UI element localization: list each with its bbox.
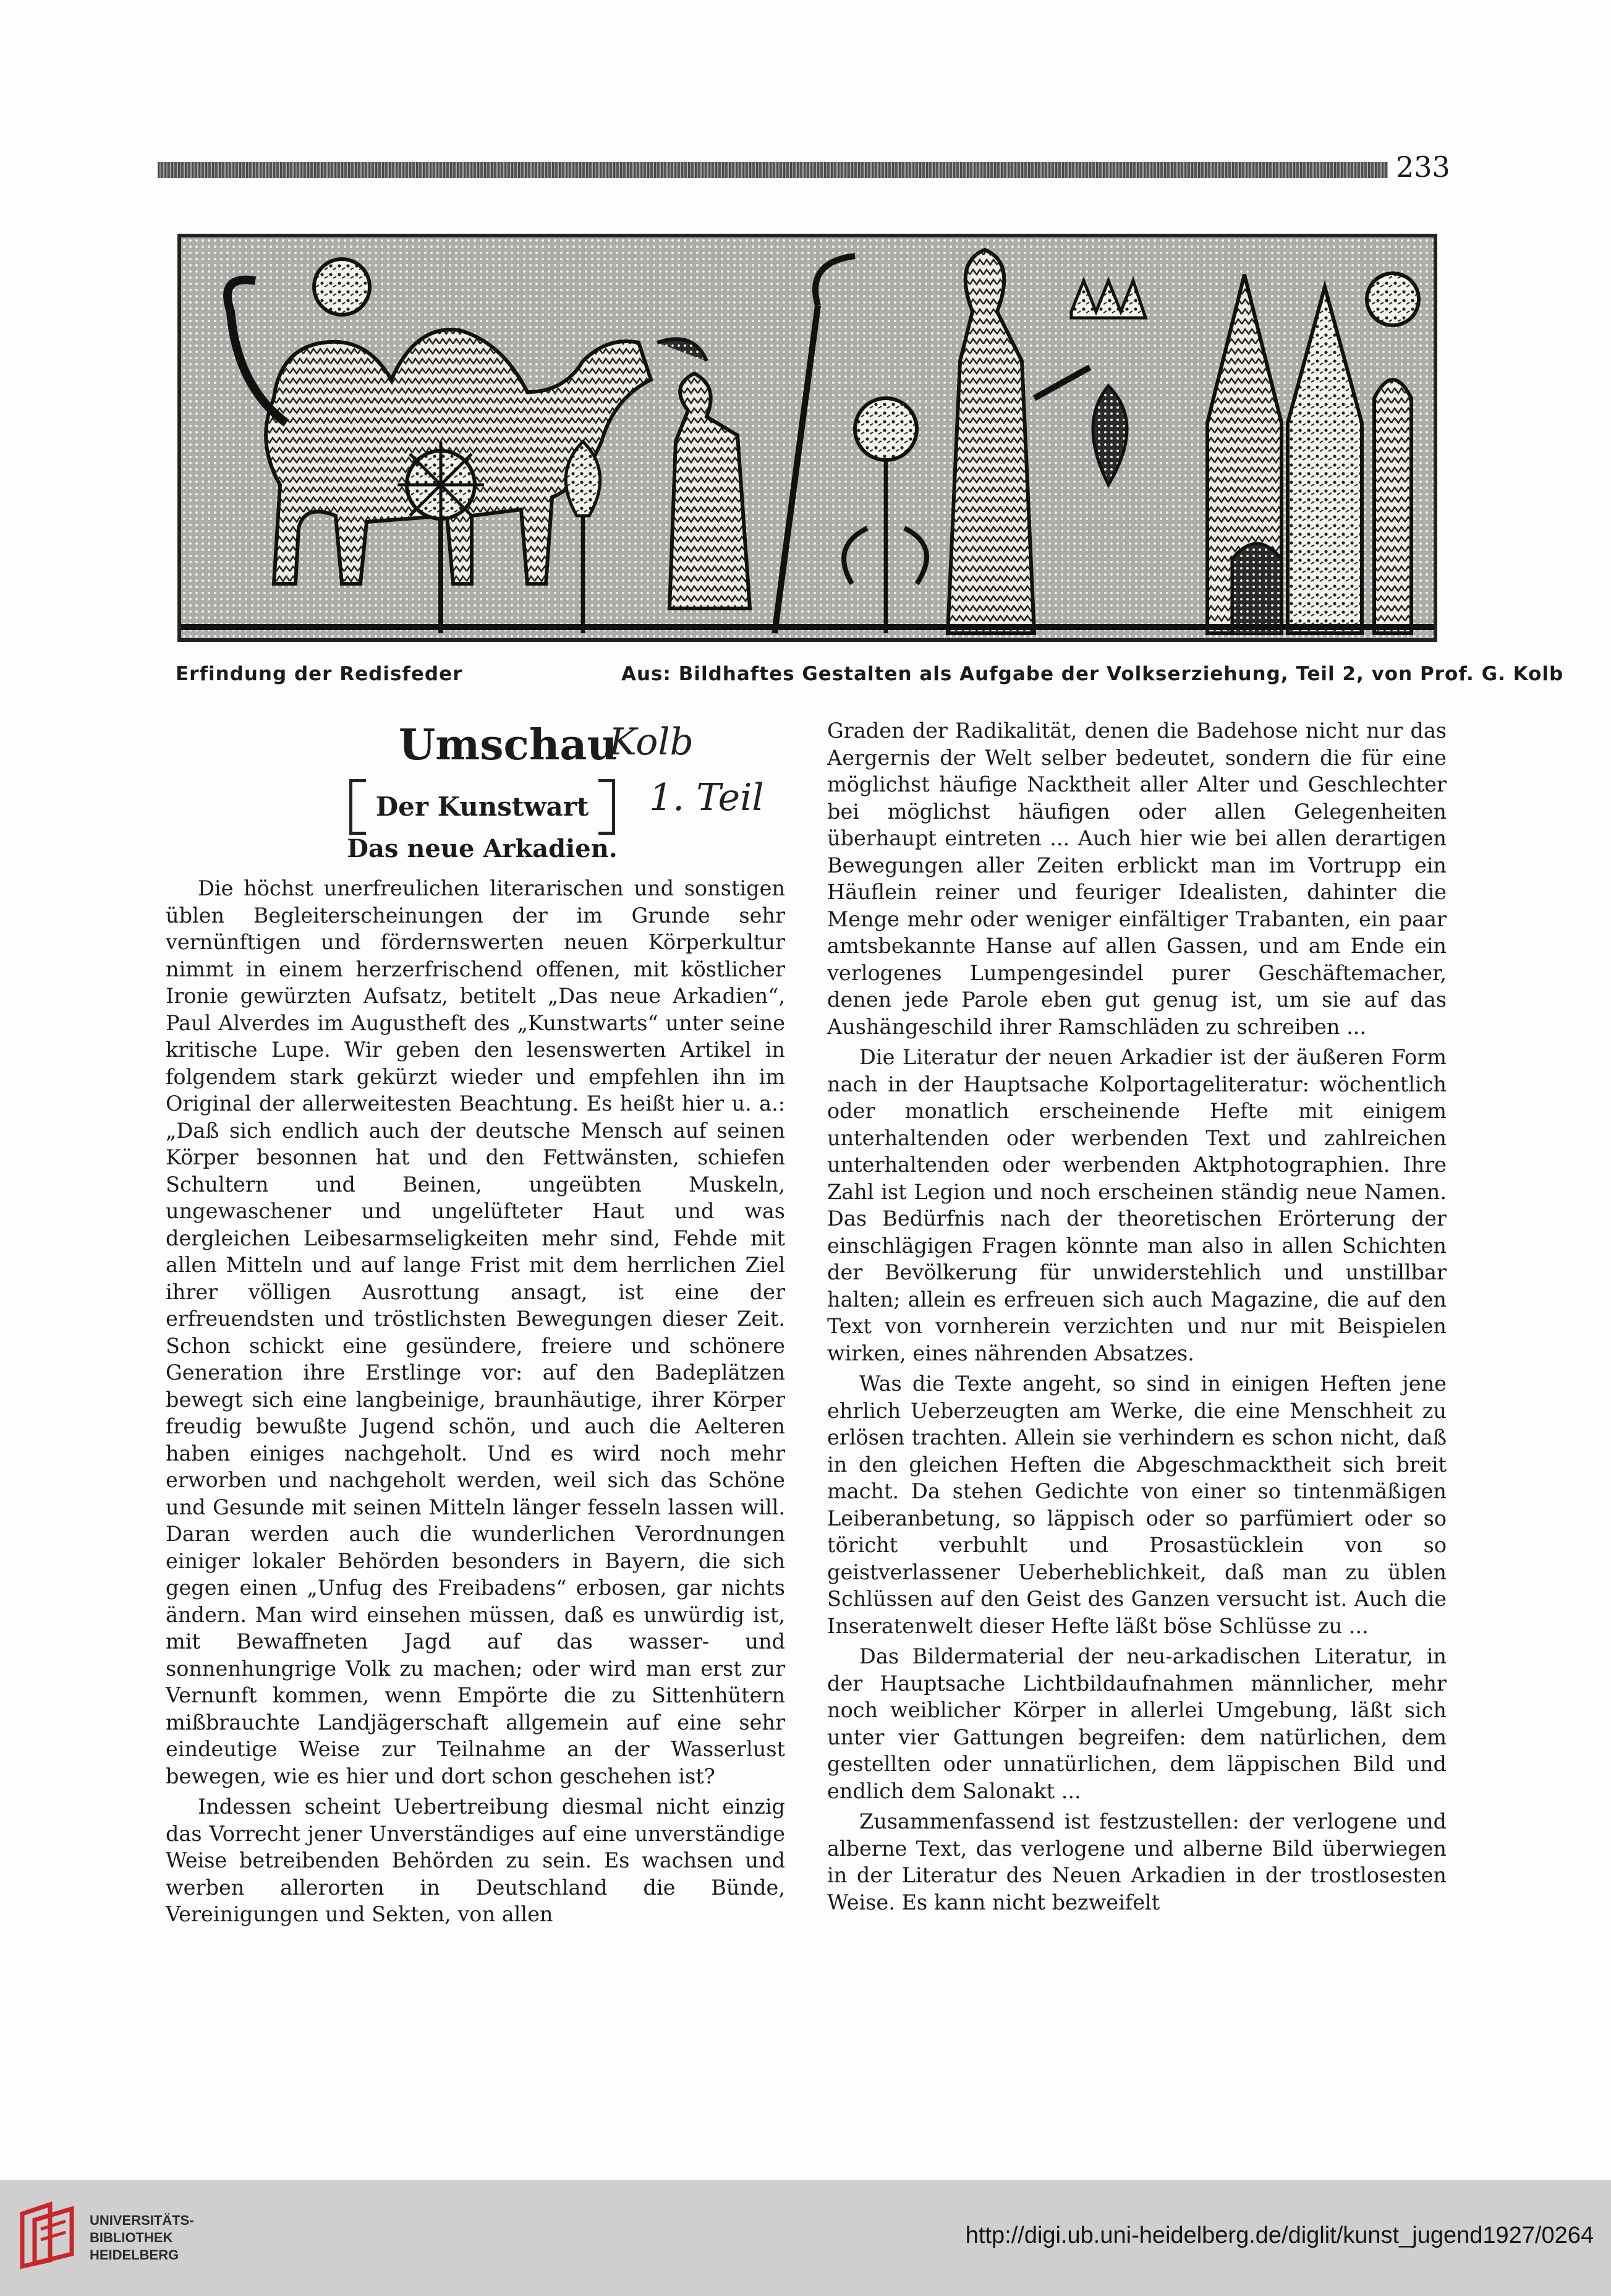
handwritten-bracket — [349, 779, 615, 835]
library-logo-icon[interactable] — [16, 2201, 78, 2269]
library-name[interactable] — [90, 2212, 250, 2268]
figure-caption-right: Aus: Bildhaftes Gestalten als Aufgabe der Volkserziehung, Teil 2, von Prof. G. Kolb — [621, 663, 1564, 685]
header-rule — [158, 162, 1388, 178]
paragraph: Die höchst unerfreulichen literarischen und sonstigen üblen Begleiterscheinungen der im Grunde sehr vernünftigen und fördernswerten neuen Körperkultur nimmt in einem herzerfrischend offenen, mit köstlicher Ironie gewürzten Aufsatz, betitelt „Das neue Arkadien“, Paul Alverdes im Augustheft des „Kunstwarts“ unter seine kritische Lupe. Wir geben den lesenswerten Artikel in folgendem stark gekürzt wieder und empfehlen ihn im Original der allerweitesten Beachtung. Es heißt hier u. a.: „Daß sich endlich auch der deutsche Mensch auf seinen Körper besonnen hat und den Fettwänsten, schiefen Schultern und Beinen, ungeübten Muskeln, ungewaschener und ungelüfteter Haut und was dergleichen Leibesarmseligkeiten mehr sind, Fehde mit allen Mitteln und auf lange Frist mit dem herrlichen Ziel ihrer völligen Ausrottung ansagt, ist eine der erfreuendsten und tröstlichsten Bewegungen dieser Zeit. Schon schickt eine gesündere, freiere und schönere Generation ihre Erstlinge vor: auf den Badeplätzen bewegt sich eine langbeinige, braunhäutige, ihrer Körper freudig bewußte Jugend schön, und auch die Aelteren haben einiges nachgeholt. Und es wird noch mehr erworben und nachgeholt werden, weil sich das Schöne und Gesunde mit seinen Mitteln länger fesseln lassen will. Daran werden auch die wunderlichen Verordnungen einiger lokaler Behörden besonders in Bayern, die sich gegen einen „Unfug des Freibadens“ erbosen, gar nichts ändern. Man wird einsehen müssen, daß es unwürdig ist, mit Bewaffneten Jagd auf das wasser- und sonnenhungrige Volk zu machen; oder wird man erst zur Vernunft kommen, wenn Empörte die zu Sittenhütern mißbrauchte Landjägerschaft allgemein auf eine sehr eindeutige Weise zur Teilnahme an der Wasserlust bewegen, wie es hier und dort schon geschehen ist? — [166, 876, 785, 1788]
woodcut-illustration — [177, 234, 1437, 642]
camel-ornament — [314, 259, 370, 315]
section-title: Umschau — [399, 720, 618, 770]
subtitle: Der Kunstwart — [375, 792, 589, 822]
library-name-line: HEIDELBERG — [90, 2247, 179, 2263]
article-title: Das neue Arkadien. — [347, 834, 618, 863]
paragraph: Zusammenfassend ist festzustellen: der verlogene und alberne Text, das verlogene und alberne Bild überwiegen in der Literatur des Neuen Arkadien in der trostlosesten Weise. Es kann nicht bezweifelt — [827, 1809, 1447, 1914]
page-number: 233 — [1396, 150, 1450, 184]
handwritten-note-part: 1. Teil — [649, 776, 764, 819]
paragraph: Graden der Radikalität, denen die Badehose nicht nur das Aergernis der Welt selber bedeutet, sondern die für eine möglichst häufige Nacktheit aller Alter und Geschlechter bei möglichst häufigen oder allen Gelegenheiten überhaupt eintreten ... Auch hier wie bei allen derartigen Bewegungen aller Zeiten erblickt man im Vortrupp ein Häuflein reiner und feuriger Idealisten, dahinter die Menge mehr oder weniger einfältiger Trabanten, ein paar amtsbekannte Hanse auf allen Gassen, und am Ende ein verlogenes Lumpengesindel purer Geschäftemacher, denen jede Parole eben gut genug ist, um sie auf das Aushängeschild ihrer Ramschläden zu schreiben ... — [827, 719, 1447, 1039]
figure-caption-left: Erfindung der Redisfeder — [176, 663, 463, 685]
paragraph: Das Bildermaterial der neu-arkadischen Literatur, in der Hauptsache Lichtbildaufnahmen männlicher, mehr noch weiblicher Körper in allerlei Umgebung, läßt sich unter vier Gattungen begreifen: dem natürlichen, dem gestellten oder unnatürlichen, dem läppischen Bild und endlich dem Salonakt ... — [827, 1644, 1447, 1803]
paragraph: Die Literatur der neuen Arkadier ist der äußeren Form nach in der Hauptsache Kolportageliteratur: wöchentlich oder monatlich erscheinende Hefte mit einigem unterhaltenden oder werbenden Text und zahlreichen unterhaltenden oder werbenden Aktphotographien. Ihre Zahl ist Legion und noch erscheinen ständig neue Namen. Das Bedürfnis nach der theoretischen Erörterung der einschlägigen Fragen könnte man also in allen Schichten der Bevölkerung für unwiderstehlich und unstillbar halten; allein es erfreuen sich auch Magazine, die auf den Text von vornherein verzichten und nur mit Beispielen wirken, eines nährenden Absatzes. — [827, 1045, 1447, 1365]
permalink-url[interactable]: http://digi.ub.uni-heidelberg.de/diglit/kunst_jugend1927/0264 — [965, 2222, 1594, 2248]
text-column-left — [166, 875, 785, 2010]
handwritten-note-author: Kolb — [609, 720, 694, 764]
paragraph: Indessen scheint Uebertreibung diesmal nicht einzig das Vorrecht jener Unverständiges auf eine unverständige Weise betreibenden Behörden zu sein. Es wachsen und werben allerorten in Deutschland die Bünde, Vereinigungen und Sekten, von allen — [166, 1795, 785, 1926]
library-name-line: UNIVERSITÄTS- — [90, 2213, 194, 2228]
library-name-line: BIBLIOTHEK — [90, 2230, 173, 2245]
paragraph: Was die Texte angeht, so sind in einigen Heften jene ehrlich Ueberzeugten am Werke, die eine Menschheit zu erlösen trachten. Allein sie verhindern es schon nicht, daß in den gleichen Heften die Abgeschmacktheit sich breit macht. Da stehen Gedichte von einer so tintenmäßigen Leiberanbetung, so läppisch oder so parfümiert oder so töricht verbuhlt und Prosastücklein von so geistverlassener Ueberheblichkeit, daß man zu üblen Schlüssen auf den Geist des Ganzen versucht ist. Auch die Inseratenwelt dieser Hefte läßt böse Schlüsse zu ... — [827, 1372, 1447, 1638]
text-column-right — [827, 717, 1447, 2010]
footer-bar — [0, 2180, 1611, 2296]
illustration-drawing — [181, 237, 1434, 638]
article-heading — [167, 711, 797, 863]
